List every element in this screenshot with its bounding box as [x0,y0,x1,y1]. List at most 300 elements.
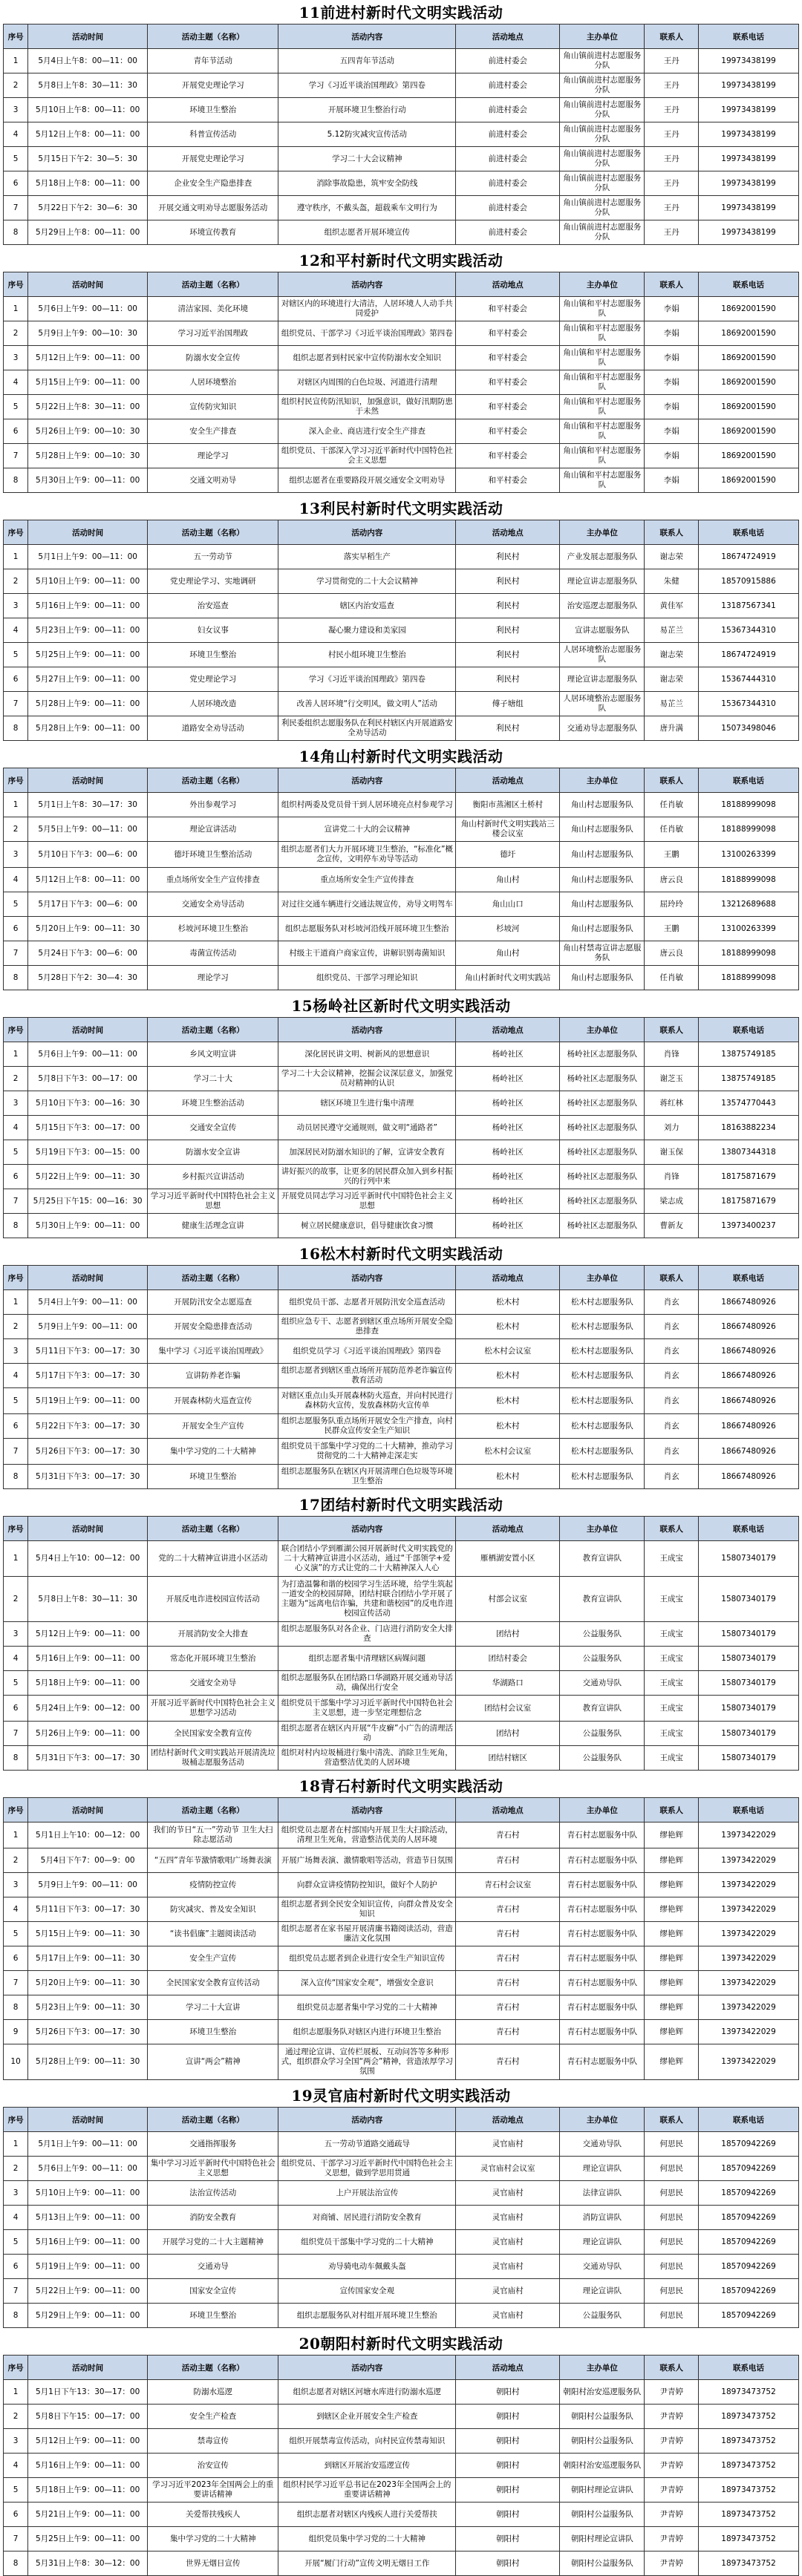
activity-table [3,24,799,245]
activity-content-cell: 组织党员、干部学习理论知识 [278,966,456,990]
serial-no-cell: 7 [4,941,28,966]
table-row [4,2503,799,2527]
activity-content-cell: 遵守秩序，不戴头盔，超载乘车文明行为 [278,196,456,220]
activity-theme-cell: 治安宣传 [148,2454,278,2478]
host-unit-cell: 角山镇和平村志愿服务队 [560,468,645,493]
activity-time-cell: 5月26日上午9：00—10：30 [28,419,148,444]
contact-person-cell: 何思民 [645,2230,699,2255]
contact-person-cell: 唐云良 [645,868,699,892]
activity-content-cell: 组织村民宣传防汛知识，加强意识，做好汛期防患于未然 [278,395,456,419]
activity-content-cell: 组织志愿服务队在团结路口华湖路开展交通劝导活动，确保出行安全 [278,1671,456,1696]
serial-no-cell: 7 [4,2279,28,2304]
column-header-contact-phone: 联系电话 [699,24,799,49]
table-row [4,716,799,741]
activity-time-cell: 5月4日上午10：00—12：00 [28,1541,148,1577]
activity-location-cell: 和平村委会 [456,346,560,370]
host-unit-cell: 交通劝导志愿服务队 [560,716,645,741]
contact-phone-cell: 18692001590 [699,346,799,370]
table-row [4,2132,799,2157]
activity-section [3,995,799,1238]
activity-content-cell: 联合团结小学到雁湖公园开展新时代文明实践党的二十大精神宣讲进小区活动，通过“千部领学+爱心义演”的方式让党的二十大精神深入人心 [278,1541,456,1577]
contact-phone-cell: 18570942269 [699,2304,799,2328]
table-row [4,1116,799,1140]
table-row [4,941,799,966]
column-header-activity-location: 活动地点 [456,1018,560,1042]
column-header-contact-person: 联系人 [645,24,699,49]
activity-location-cell: 杨岭社区 [456,1214,560,1238]
host-unit-cell: 公益服务队 [560,1746,645,1771]
host-unit-cell: 人居环境整治志愿服务队 [560,692,645,716]
serial-no-cell: 1 [4,1541,28,1577]
contact-phone-cell: 15367444310 [699,667,799,692]
table-row [4,1671,799,1696]
table-row [4,667,799,692]
contact-person-cell: 缪艳辉 [645,1848,699,1873]
activity-time-cell: 5月24日下午3：00—6：00 [28,941,148,966]
activity-location-cell: 雁栖湖安置小区 [456,1541,560,1577]
contact-phone-cell: 13973422029 [699,1897,799,1922]
activity-content-cell: 五一劳动节道路交通疏导 [278,2132,456,2157]
column-header-activity-content: 活动内容 [278,24,456,49]
activity-content-cell: 凝心聚力建设和美家园 [278,618,456,643]
host-unit-cell: 杨岭社区志愿服务队 [560,1214,645,1238]
table-row [4,2279,799,2304]
contact-phone-cell: 18570942269 [699,2132,799,2157]
activity-theme-cell: 开展党史理论学习 [148,73,278,98]
serial-no-cell: 3 [4,1873,28,1897]
serial-no-cell: 10 [4,2044,28,2080]
activity-time-cell: 5月16日上午9：00—11：00 [28,2230,148,2255]
activity-theme-cell: 外出参观学习 [148,793,278,817]
serial-no-cell: 8 [4,1214,28,1238]
serial-no-cell: 8 [4,1465,28,1489]
serial-no-cell: 2 [4,73,28,98]
activity-content-cell: 加深居民对防溺水知识的了解，宣讲安全教育 [278,1140,456,1165]
serial-no-cell: 5 [4,1388,28,1414]
serial-no-cell: 8 [4,220,28,245]
column-header-activity-content: 活动内容 [278,272,456,297]
activity-location-cell: 杨岭社区 [456,1091,560,1116]
column-header-activity-theme: 活动主题（名称） [148,1018,278,1042]
activity-table [3,2107,799,2328]
activity-content-cell: 为打造温馨和谐的校园学习生活环境，给学生筑起一道安全的校园屏障，团结村联合团结小学开展了主题为“远离电信诈骗，共建和谐校园”的反电诈进校园宣传活动 [278,1577,456,1622]
activity-time-cell: 5月10日上午8：00—11：00 [28,98,148,122]
host-unit-cell: 杨岭社区志愿服务队 [560,1189,645,1214]
table-row [4,419,799,444]
contact-person-cell: 缪艳辉 [645,1946,699,1971]
activity-content-cell: 组织志愿者集中清理辖区病媒问题 [278,1647,456,1671]
column-header-serial-no: 序号 [4,1266,28,1290]
activity-time-cell: 5月16日上午9：00—11：00 [28,1647,148,1671]
host-unit-cell: 松木村志愿服务队 [560,1439,645,1465]
table-row [4,2380,799,2405]
activity-time-cell: 5月25日上午9：00—11：00 [28,643,148,667]
column-header-host-unit: 主办单位 [560,1517,645,1541]
activity-content-cell: 深化居民讲文明、树新风的思想意识 [278,1042,456,1067]
activity-time-cell: 5月22日上午9：00—11：30 [28,1165,148,1189]
table-row [4,73,799,98]
column-header-contact-person: 联系人 [645,520,699,545]
contact-person-cell: 王成宝 [645,1746,699,1771]
contact-person-cell: 王鹏 [645,917,699,941]
table-row [4,1823,799,1848]
contact-phone-cell: 15807340179 [699,1647,799,1671]
activity-time-cell: 5月18日上午9：00—11：00 [28,2478,148,2503]
activity-content-cell: 宣传国家安全观 [278,2279,456,2304]
table-row [4,692,799,716]
activity-theme-cell: 环境宣传教育 [148,220,278,245]
contact-phone-cell: 18973473752 [699,2405,799,2429]
activity-location-cell: 青石村 [456,1946,560,1971]
contact-phone-cell: 13973422029 [699,1823,799,1848]
activity-content-cell: 学习二十大会议精神，挖掘会议深层意义，加强党员对精神的认识 [278,1067,456,1091]
host-unit-cell: 松木村志愿服务队 [560,1290,645,1315]
activity-location-cell: 杨岭社区 [456,1165,560,1189]
activity-location-cell: 团结村 [456,1622,560,1647]
serial-no-cell: 1 [4,1290,28,1315]
contact-person-cell: 缪艳辉 [645,1823,699,1848]
contact-phone-cell: 18570942269 [699,2206,799,2230]
contact-person-cell: 王丹 [645,171,699,196]
serial-no-cell: 9 [4,2020,28,2044]
host-unit-cell: 松木村志愿服务队 [560,1364,645,1388]
table-row [4,2230,799,2255]
activity-location-cell: 灵官庙村 [456,2304,560,2328]
host-unit-cell: 产业发展志愿服务队 [560,545,645,569]
activity-content-cell: 组织应急专干、志愿者到辖区重点场所开展安全隐患排查 [278,1315,456,1339]
contact-phone-cell: 18667480926 [699,1339,799,1364]
contact-phone-cell: 15807340179 [699,1696,799,1722]
column-header-serial-no: 序号 [4,272,28,297]
activity-time-cell: 5月26日上午9：00—11：00 [28,1722,148,1746]
host-unit-cell: 角山镇和平村志愿服务队 [560,321,645,346]
contact-phone-cell: 18692001590 [699,370,799,395]
activity-content-cell: 学习《习近平谈治国理政》第四卷 [278,73,456,98]
activity-location-cell: 和平村委会 [456,321,560,346]
activity-content-cell: 学习贯彻党的二十大会议精神 [278,569,456,594]
table-row [4,1922,799,1946]
activity-time-cell: 5月11日下午3：00—17：30 [28,1339,148,1364]
host-unit-cell: 朝阳村治安巡逻服务队 [560,2454,645,2478]
activity-location-cell: 利民村 [456,643,560,667]
serial-no-cell: 6 [4,917,28,941]
activity-time-cell: 5月8日上午8：30—11：30 [28,73,148,98]
activity-content-cell: 村级主干道商户商家宣传，讲解识别毒菌知识 [278,941,456,966]
section-title: 18青石村新时代文明实践活动 [299,1777,503,1795]
column-header-activity-location: 活动地点 [456,2108,560,2132]
activity-time-cell: 5月1日上午9：00—11：00 [28,2132,148,2157]
activity-location-cell: 利民村 [456,667,560,692]
host-unit-cell: 公益服务队 [560,1647,645,1671]
host-unit-cell: 角山镇前进村志愿服务分队 [560,147,645,171]
activity-time-cell: 5月6日上午9：00—11：00 [28,297,148,321]
serial-no-cell: 5 [4,395,28,419]
header-row [4,1266,799,1290]
column-header-contact-person: 联系人 [645,1798,699,1823]
activity-theme-cell: 乡风文明宣讲 [148,1042,278,1067]
column-header-contact-person: 联系人 [645,1517,699,1541]
activity-time-cell: 5月6日上午9：00—11：00 [28,1042,148,1067]
contact-person-cell: 李娟 [645,297,699,321]
serial-no-cell: 1 [4,2380,28,2405]
contact-phone-cell: 18973473752 [699,2429,799,2454]
activity-section [3,1775,799,2080]
activity-location-cell: 青石村 [456,1971,560,1995]
activity-content-cell: 组织党员志愿者集中学习党的二十大精神 [278,1995,456,2020]
header-row [4,768,799,793]
activity-location-cell: 灵官庙村 [456,2181,560,2206]
table-row [4,1995,799,2020]
contact-phone-cell: 13187567341 [699,594,799,618]
activity-theme-cell: 常态化开展环境卫生整治 [148,1647,278,1671]
contact-phone-cell: 15807340179 [699,1577,799,1622]
column-header-activity-time: 活动时间 [28,272,148,297]
activity-time-cell: 5月22日下午2：30—6：30 [28,196,148,220]
contact-phone-cell: 15807340179 [699,1722,799,1746]
activity-theme-cell: 妇女议事 [148,618,278,643]
contact-phone-cell: 15807340179 [699,1746,799,1771]
contact-phone-cell: 18973473752 [699,2503,799,2527]
activity-location-cell: 和平村委会 [456,395,560,419]
activity-content-cell: 学习二十大会议精神 [278,147,456,171]
activity-theme-cell: 人居环境改造 [148,692,278,716]
activity-time-cell: 5月22日上午8：30—11：00 [28,395,148,419]
host-unit-cell: 青石村志愿服务中队 [560,1873,645,1897]
column-header-activity-location: 活动地点 [456,272,560,297]
table-row [4,297,799,321]
activity-content-cell: 劝导骑电动车佩戴头盔 [278,2255,456,2279]
column-header-contact-phone: 联系电话 [699,1266,799,1290]
contact-person-cell: 任肖敏 [645,966,699,990]
activity-location-cell: 灵官庙村会议室 [456,2157,560,2181]
column-header-activity-content: 活动内容 [278,520,456,545]
activity-location-cell: 衡阳市蒸湘区土桥村 [456,793,560,817]
table-row [4,1622,799,1647]
contact-phone-cell: 13973400237 [699,1214,799,1238]
activity-table [3,1017,799,1238]
serial-no-cell: 3 [4,842,28,868]
contact-person-cell: 易芷兰 [645,692,699,716]
contact-person-cell: 李娟 [645,419,699,444]
activity-theme-cell: 学习习近平2023年全国两会上的重要讲话精神 [148,2478,278,2503]
column-header-activity-content: 活动内容 [278,1266,456,1290]
contact-person-cell: 李娟 [645,444,699,468]
activity-theme-cell: 国家安全宣传 [148,2279,278,2304]
activity-theme-cell: 理论宣讲活动 [148,817,278,842]
activity-theme-cell: 世界无烟日宣传 [148,2552,278,2576]
contact-person-cell: 缪艳辉 [645,1995,699,2020]
host-unit-cell: 青石村志愿服务中队 [560,1848,645,1873]
host-unit-cell: 松木村志愿服务队 [560,1315,645,1339]
column-header-activity-time: 活动时间 [28,1798,148,1823]
header-row [4,1517,799,1541]
serial-no-cell: 5 [4,147,28,171]
column-header-contact-phone: 联系电话 [699,1517,799,1541]
contact-person-cell: 谢志荣 [645,667,699,692]
host-unit-cell: 交通劝导队 [560,1671,645,1696]
activity-time-cell: 5月20日上午9：00—11：30 [28,917,148,941]
serial-no-cell: 3 [4,2181,28,2206]
activity-location-cell: 德圩 [456,842,560,868]
contact-phone-cell: 13212689688 [699,892,799,917]
column-header-activity-time: 活动时间 [28,1018,148,1042]
column-header-activity-theme: 活动主题（名称） [148,2108,278,2132]
table-row [4,2020,799,2044]
host-unit-cell: 角山镇前进村志愿服务分队 [560,49,645,73]
activity-location-cell: 和平村委会 [456,444,560,468]
activity-theme-cell: 重点场所安全生产宣传排查 [148,868,278,892]
table-row [4,1465,799,1489]
contact-person-cell: 肖玄 [645,1439,699,1465]
contact-person-cell: 尹青婷 [645,2503,699,2527]
activity-theme-cell: 集中学习党的二十大精神 [148,2527,278,2552]
activity-time-cell: 5月19日下午3：00—15：00 [28,1140,148,1165]
serial-no-cell: 1 [4,793,28,817]
serial-no-cell: 5 [4,643,28,667]
contact-person-cell: 王成宝 [645,1541,699,1577]
table-row [4,2478,799,2503]
host-unit-cell: 角山村志愿服务队 [560,892,645,917]
column-header-activity-time: 活动时间 [28,1517,148,1541]
activity-content-cell: 组织志愿服务队对辖区内进行环境卫生整治 [278,2020,456,2044]
activity-content-cell: 深入宣传“国家安全观”，增强安全意识 [278,1971,456,1995]
activity-location-cell: 利民村 [456,594,560,618]
contact-person-cell: 屈玲玲 [645,892,699,917]
activity-time-cell: 5月4日下午7：00—9：00 [28,1848,148,1873]
contact-person-cell: 肖玄 [645,1290,699,1315]
activity-time-cell: 5月19日上午9：00—11：00 [28,1388,148,1414]
activity-time-cell: 5月31日下午3：00—17：30 [28,1746,148,1771]
contact-person-cell: 黄佳军 [645,594,699,618]
activity-time-cell: 5月27日上午9：00—11：00 [28,667,148,692]
activity-theme-cell: 杉坡河环境卫生整治 [148,917,278,941]
contact-phone-cell: 15367344310 [699,692,799,716]
host-unit-cell: 青石村志愿服务中队 [560,2044,645,2080]
host-unit-cell: 角山镇前进村志愿服务分队 [560,122,645,147]
contact-person-cell: 朱健 [645,569,699,594]
host-unit-cell: 松木村志愿服务队 [560,1339,645,1364]
table-row [4,444,799,468]
activity-theme-cell: 开展习近平新时代中国特色社会主义思想学习活动 [148,1696,278,1722]
contact-person-cell: 谢玉保 [645,1140,699,1165]
contact-person-cell: 何思民 [645,2304,699,2328]
activity-theme-cell: 开展安全隐患排查活动 [148,1315,278,1339]
column-header-contact-person: 联系人 [645,2108,699,2132]
serial-no-cell: 4 [4,618,28,643]
activity-theme-cell: 集中学习《习近平谈治国理政》 [148,1339,278,1364]
serial-no-cell: 4 [4,868,28,892]
activity-time-cell: 5月4日上午8：00—11：00 [28,49,148,73]
activity-theme-cell: 团结村新时代文明实践站开展清洗垃圾桶志愿服务活动 [148,1746,278,1771]
host-unit-cell: 角山村志愿服务队 [560,842,645,868]
activity-content-cell: 组织志愿服务队对各企业、门店进行消防安全大排查 [278,1622,456,1647]
contact-person-cell: 蒋红林 [645,1091,699,1116]
column-header-serial-no: 序号 [4,768,28,793]
activity-table [3,768,799,990]
table-row [4,1091,799,1116]
header-row [4,1798,799,1823]
activity-time-cell: 5月25日下午15：00—16：30 [28,1189,148,1214]
section-title: 11前进村新时代文明实践活动 [299,4,503,22]
column-header-serial-no: 序号 [4,520,28,545]
table-row [4,220,799,245]
serial-no-cell: 6 [4,171,28,196]
host-unit-cell: 角山镇和平村志愿服务队 [560,370,645,395]
column-header-host-unit: 主办单位 [560,768,645,793]
column-header-activity-theme: 活动主题（名称） [148,272,278,297]
activity-content-cell: 学习《习近平谈治国理政》第四卷 [278,667,456,692]
activity-theme-cell: 防溺水安全宣讲 [148,1140,278,1165]
activity-location-cell: 团结村辖区 [456,1746,560,1771]
activity-table [3,1797,799,2080]
contact-person-cell: 何思民 [645,2157,699,2181]
contact-phone-cell: 18667480926 [699,1388,799,1414]
host-unit-cell: 交通劝导队 [560,2255,645,2279]
activity-location-cell: 团结村委会 [456,1647,560,1671]
host-unit-cell: 角山村志愿服务队 [560,868,645,892]
host-unit-cell: 教育宣讲队 [560,1577,645,1622]
contact-person-cell: 王成宝 [645,1622,699,1647]
serial-no-cell: 6 [4,1414,28,1439]
contact-phone-cell: 18674724919 [699,643,799,667]
activity-content-cell: 组织志愿服务队对村组开展环境卫生整治 [278,2304,456,2328]
activity-time-cell: 5月16日上午9：00—11：00 [28,594,148,618]
activity-time-cell: 5月8日下午15：00—17：00 [28,2405,148,2429]
activity-time-cell: 5月22日下午3：00—17：30 [28,1414,148,1439]
activity-time-cell: 5月10日下午3：00—6：00 [28,842,148,868]
activity-theme-cell: 开展森林防火巡查宣传 [148,1388,278,1414]
contact-phone-cell: 18692001590 [699,419,799,444]
column-header-activity-location: 活动地点 [456,1517,560,1541]
activity-theme-cell: 开展交通文明劝导志愿服务活动 [148,196,278,220]
activity-time-cell: 5月15日上午9：00—11：30 [28,1922,148,1946]
activity-theme-cell: 学习二十大 [148,1067,278,1091]
contact-phone-cell: 18667480926 [699,1315,799,1339]
column-header-activity-theme: 活动主题（名称） [148,24,278,49]
column-header-serial-no: 序号 [4,1517,28,1541]
host-unit-cell: 角山镇前进村志愿服务分队 [560,196,645,220]
activity-location-cell: 和平村委会 [456,419,560,444]
host-unit-cell: 杨岭社区志愿服务队 [560,1165,645,1189]
serial-no-cell: 6 [4,1165,28,1189]
contact-person-cell: 肖玄 [645,1414,699,1439]
activity-theme-cell: 全民国家安全教育宣传活动 [148,1971,278,1995]
table-row [4,1214,799,1238]
activity-theme-cell: 宣讲防养老诈骗 [148,1364,278,1388]
activity-location-cell: 利民村 [456,716,560,741]
serial-no-cell: 3 [4,2429,28,2454]
activity-location-cell: 青石村 [456,2020,560,2044]
activity-location-cell: 松木村 [456,1315,560,1339]
table-row [4,1315,799,1339]
activity-content-cell: 辖区内治安巡查 [278,594,456,618]
serial-no-cell: 6 [4,2255,28,2279]
table-row [4,2255,799,2279]
contact-phone-cell: 18570942269 [699,2157,799,2181]
contact-person-cell: 尹青婷 [645,2405,699,2429]
table-row [4,468,799,493]
activity-content-cell: 组织开展禁毒宣传活动，向村民宣传禁毒知识 [278,2429,456,2454]
activity-time-cell: 5月13日上午9：00—11：00 [28,2206,148,2230]
activity-theme-cell: 治安巡查 [148,594,278,618]
column-header-host-unit: 主办单位 [560,1798,645,1823]
contact-person-cell: 王鹏 [645,842,699,868]
serial-no-cell: 7 [4,444,28,468]
activity-content-cell: 组织志愿者在家书屋开展清廉书籍阅读活动，营造廉洁文化氛围 [278,1922,456,1946]
host-unit-cell: 杨岭社区志愿服务队 [560,1116,645,1140]
contact-person-cell: 王成宝 [645,1722,699,1746]
contact-phone-cell: 18570942269 [699,2279,799,2304]
